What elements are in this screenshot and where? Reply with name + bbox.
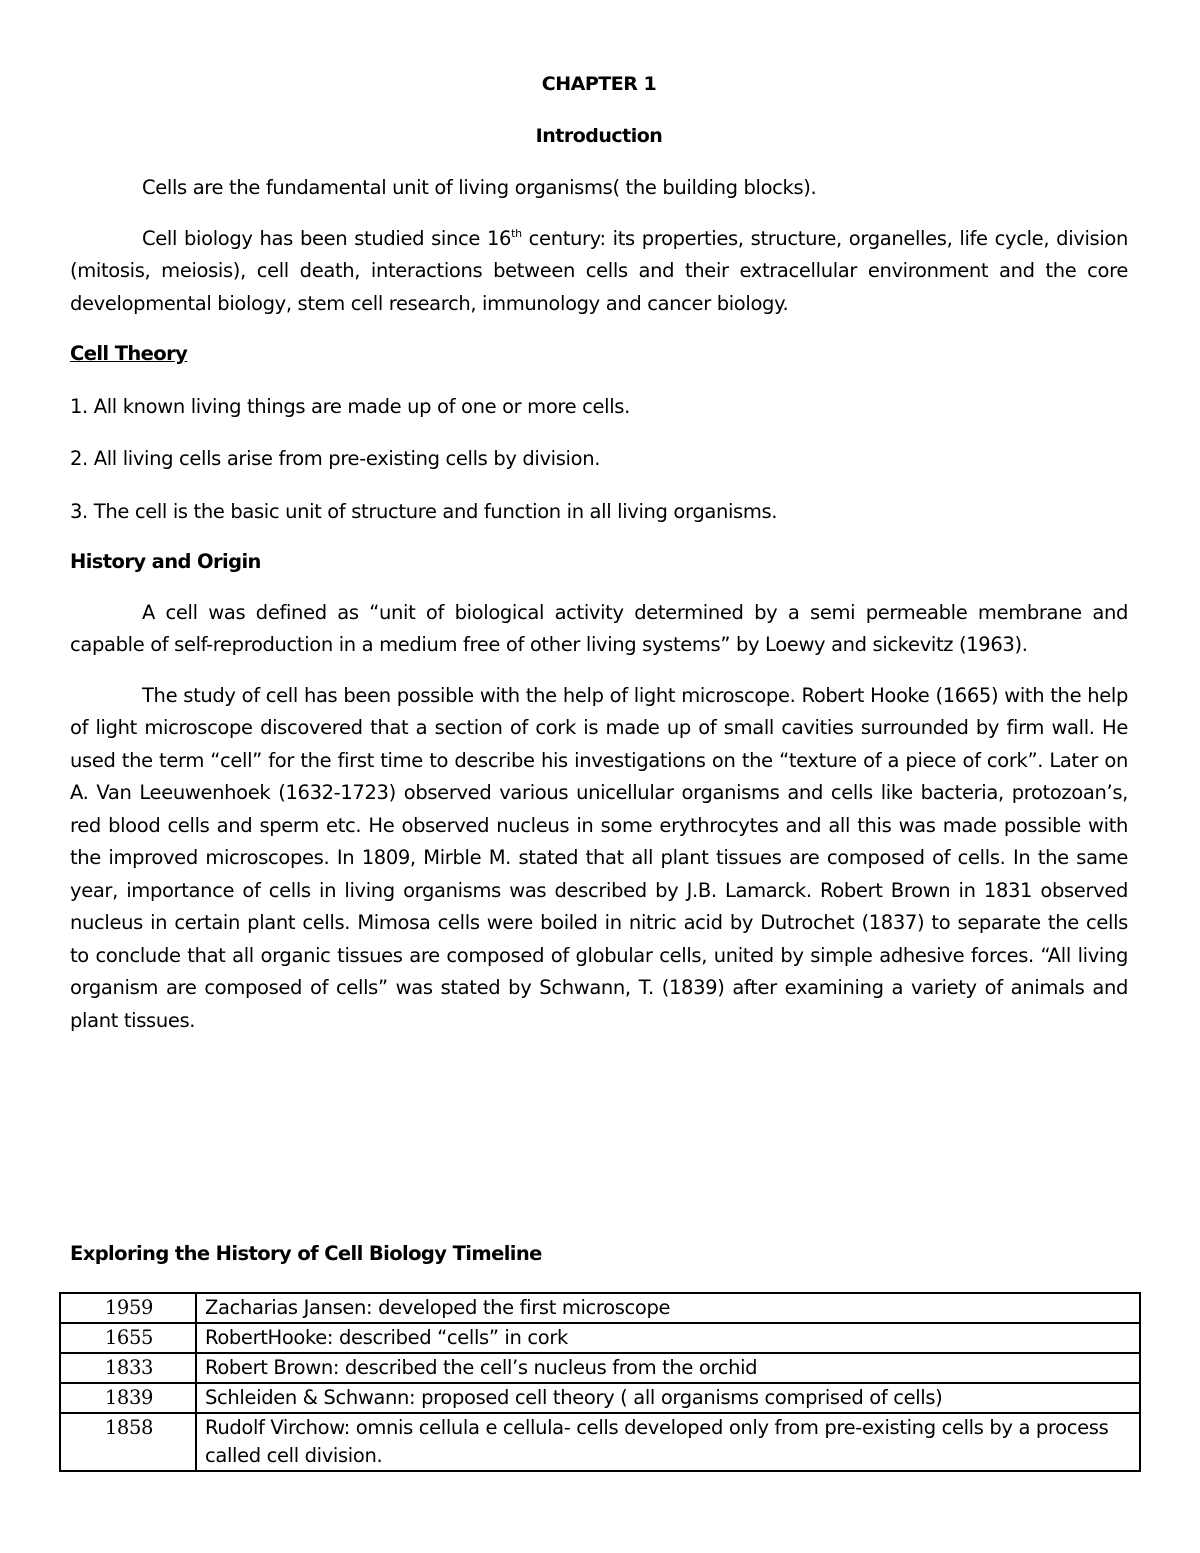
intro-paragraph-2-text-b: century: its properties, structure, organelles, life cycle, division (mitosis, meiosis), cell death, interactions between cells and their extracellular environment and the core developmental biology, stem cell research, immunology and cancer biology. bbox=[70, 226, 1128, 315]
intro-paragraph-1: Cells are the fundamental unit of living organisms( the building blocks). bbox=[142, 176, 817, 199]
history-paragraph-2: The study of cell has been possible with the help of light microscope. Robert Hooke (1665) with the help of light microscope discovered that a section of cork is made up of small cavities surrounded by firm wall. He used the term “cell” for the first time to describe his investigations on the “texture of a piece of cork”. Later on A. Van Leeuwenhoek (1632-1723) observed various unicellular organisms and cells like bacteria, protozoan’s, red blood cells and sperm etc. He observed nucleus in some erythrocytes and all this was made possible with the improved microscopes. In 1809, Mirble M. stated that all plant tissues are composed of cells. In the same year, importance of cells in living organisms was described by J.B. Lamarck. Robert Brown in 1831 observed nucleus in certain plant cells. Mimosa cells were boiled in nitric acid by Dutrochet (1837) to separate the cells to conclude that all organic tissues are composed of globular cells, united by simple adhesive forces. “All living organism are composed of cells” was stated by Schwann, T. (1839) after examining a variety of animals and plant tissues. bbox=[70, 683, 1128, 1032]
cell-theory-item-2: 2. All living cells arise from pre-existing cells by division. bbox=[70, 447, 601, 470]
table-row bbox=[60, 1383, 1140, 1413]
timeline-event: Rudolf Virchow: omnis cellula e cellula- cells developed only from pre-existing cells by a process called cell division. bbox=[196, 1413, 1140, 1471]
document-page bbox=[70, 70, 1128, 1037]
cell-theory-item-1: 1. All known living things are made up of one or more cells. bbox=[70, 394, 630, 418]
table-row bbox=[60, 1323, 1140, 1353]
history-paragraph-1: A cell was defined as “unit of biological activity determined by a semi permeable membrane and capable of self-reproduction in a medium free of other living systems” by Loewy and sickevitz (1963). bbox=[70, 600, 1128, 656]
timeline-table bbox=[59, 1292, 1141, 1472]
cell-theory-item-3: 3. The cell is the basic unit of structure and function in all living organisms. bbox=[70, 499, 778, 523]
history-origin-heading: History and Origin bbox=[70, 550, 261, 573]
intro-paragraph-2-text-a: Cell biology has been studied since 16 bbox=[142, 226, 512, 250]
timeline-event: Robert Brown: described the cell’s nucleus from the orchid bbox=[196, 1353, 1140, 1383]
timeline-year: 1655 bbox=[60, 1323, 196, 1353]
timeline-year: 1959 bbox=[60, 1293, 196, 1323]
timeline-year: 1833 bbox=[60, 1353, 196, 1383]
timeline-heading: Exploring the History of Cell Biology Timeline bbox=[70, 1242, 542, 1265]
table-row bbox=[60, 1293, 1140, 1323]
timeline-year: 1839 bbox=[60, 1383, 196, 1413]
table-row bbox=[60, 1413, 1140, 1471]
timeline-event: Zacharias Jansen: developed the first microscope bbox=[196, 1293, 1140, 1323]
chapter-title: CHAPTER 1 bbox=[541, 73, 657, 95]
intro-paragraph-2 bbox=[70, 223, 1128, 321]
timeline-event: RobertHooke: described “cells” in cork bbox=[196, 1323, 1140, 1353]
cell-theory-heading: Cell Theory bbox=[70, 342, 188, 365]
introduction-heading: Introduction bbox=[535, 125, 663, 147]
table-row bbox=[60, 1353, 1140, 1383]
superscript-th: th bbox=[511, 226, 522, 240]
timeline-event: Schleiden & Schwann: proposed cell theory ( all organisms comprised of cells) bbox=[196, 1383, 1140, 1413]
timeline-year: 1858 bbox=[60, 1413, 196, 1471]
